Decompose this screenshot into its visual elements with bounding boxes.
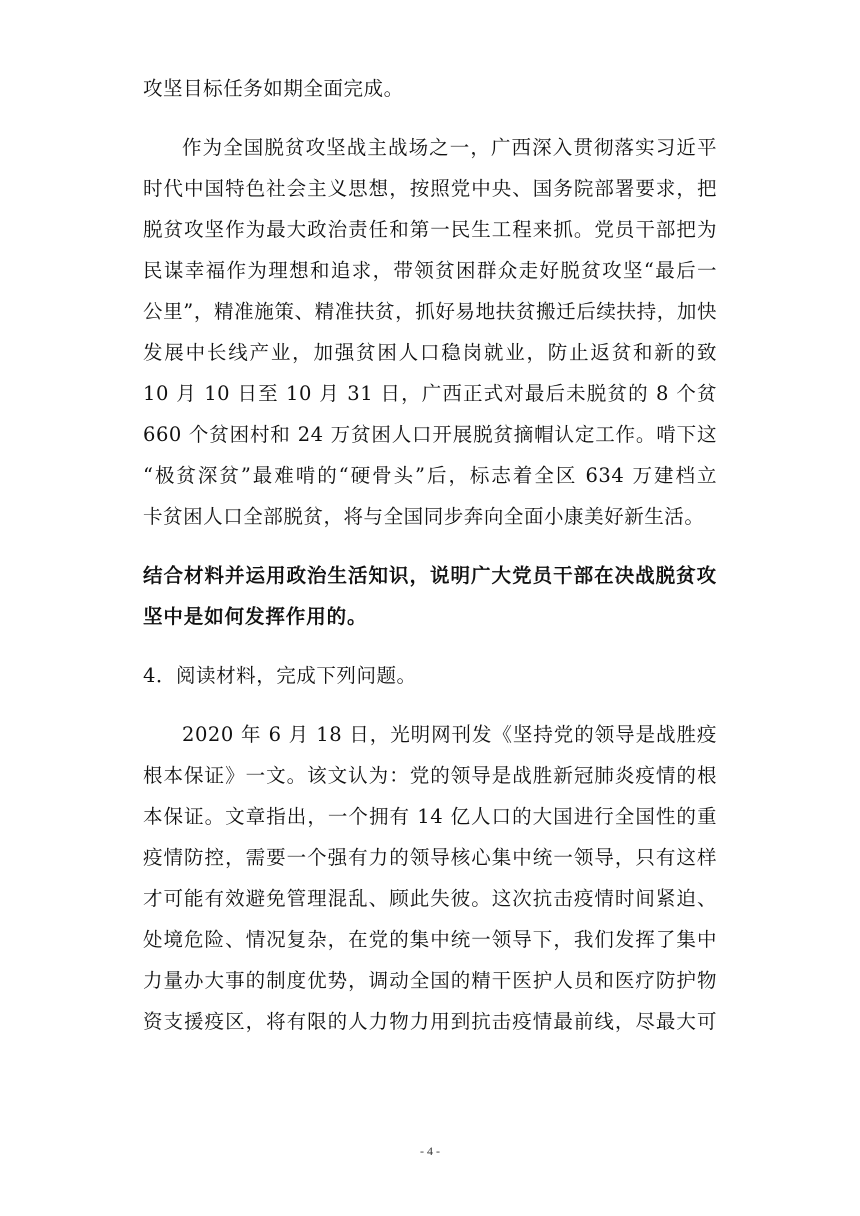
page-number: - 4 - bbox=[420, 1144, 440, 1158]
text-line: 坚中是如何发挥作用的。 bbox=[143, 605, 368, 628]
text-line: “极贫深贫”最难啃的“硬骨头”后，标志着全区 634 万建档立 bbox=[143, 464, 717, 487]
text-line: 2020 年 6 月 18 日，光明网刊发《坚持党的领导是战胜疫 bbox=[182, 723, 717, 746]
text-line: 资支援疫区，将有限的人力物力用到抗击疫情最前线，尽最大可 bbox=[143, 1010, 717, 1033]
text-line: 根本保证》一文。该文认为：党的领导是战胜新冠肺炎疫情的根 bbox=[143, 764, 717, 787]
paragraph-epidemic-material bbox=[143, 714, 717, 1042]
text-line: 才可能有效避免管理混乱、顾此失彼。这次抗击疫情时间紧迫、 bbox=[143, 887, 717, 910]
text-line: 公里”，精准施策、精准扶贫，抓好易地扶贫搬迁后续扶持，加快 bbox=[143, 300, 717, 323]
question-prompt bbox=[143, 555, 717, 637]
text-line: 4．阅读材料，完成下列问题。 bbox=[143, 664, 417, 687]
paragraph-guangxi-material bbox=[143, 127, 717, 537]
text-line: 10 月 10 日至 10 月 31 日，广西正式对最后未脱贫的 8 个贫 bbox=[143, 382, 717, 405]
text-line: 卡贫困人口全部脱贫，将与全国同步奔向全面小康美好新生活。 bbox=[143, 505, 705, 528]
text-line: 攻坚目标任务如期全面完成。 bbox=[143, 77, 404, 100]
text-line: 处境危险、情况复杂，在党的集中统一领导下，我们发挥了集中 bbox=[143, 928, 717, 951]
paragraph-continuation bbox=[143, 68, 717, 109]
document-body bbox=[143, 68, 717, 1042]
text-line: 结合材料并运用政治生活知识，说明广大党员干部在决战脱贫攻 bbox=[143, 564, 717, 587]
text-line: 作为全国脱贫攻坚战主战场之一，广西深入贯彻落实习近平 bbox=[182, 136, 717, 159]
text-line: 力量办大事的制度优势，调动全国的精干医护人员和医疗防护物 bbox=[143, 969, 717, 992]
text-line: 疫情防控，需要一个强有力的领导核心集中统一领导，只有这样 bbox=[143, 846, 717, 869]
text-line: 本保证。文章指出，一个拥有 14 亿人口的大国进行全国性的重 bbox=[143, 805, 717, 828]
text-line: 时代中国特色社会主义思想，按照党中央、国务院部署要求，把 bbox=[143, 177, 717, 200]
text-line: 发展中长线产业，加强贫困人口稳岗就业，防止返贫和新的致 bbox=[143, 341, 717, 364]
question-heading bbox=[143, 655, 717, 696]
text-line: 民谋幸福作为理想和追求，带领贫困群众走好脱贫攻坚“最后一 bbox=[143, 259, 717, 282]
text-line: 660 个贫困村和 24 万贫困人口开展脱贫摘帽认定工作。啃下这 bbox=[143, 423, 717, 446]
text-line: 脱贫攻坚作为最大政治责任和第一民生工程来抓。党员干部把为 bbox=[143, 218, 717, 241]
